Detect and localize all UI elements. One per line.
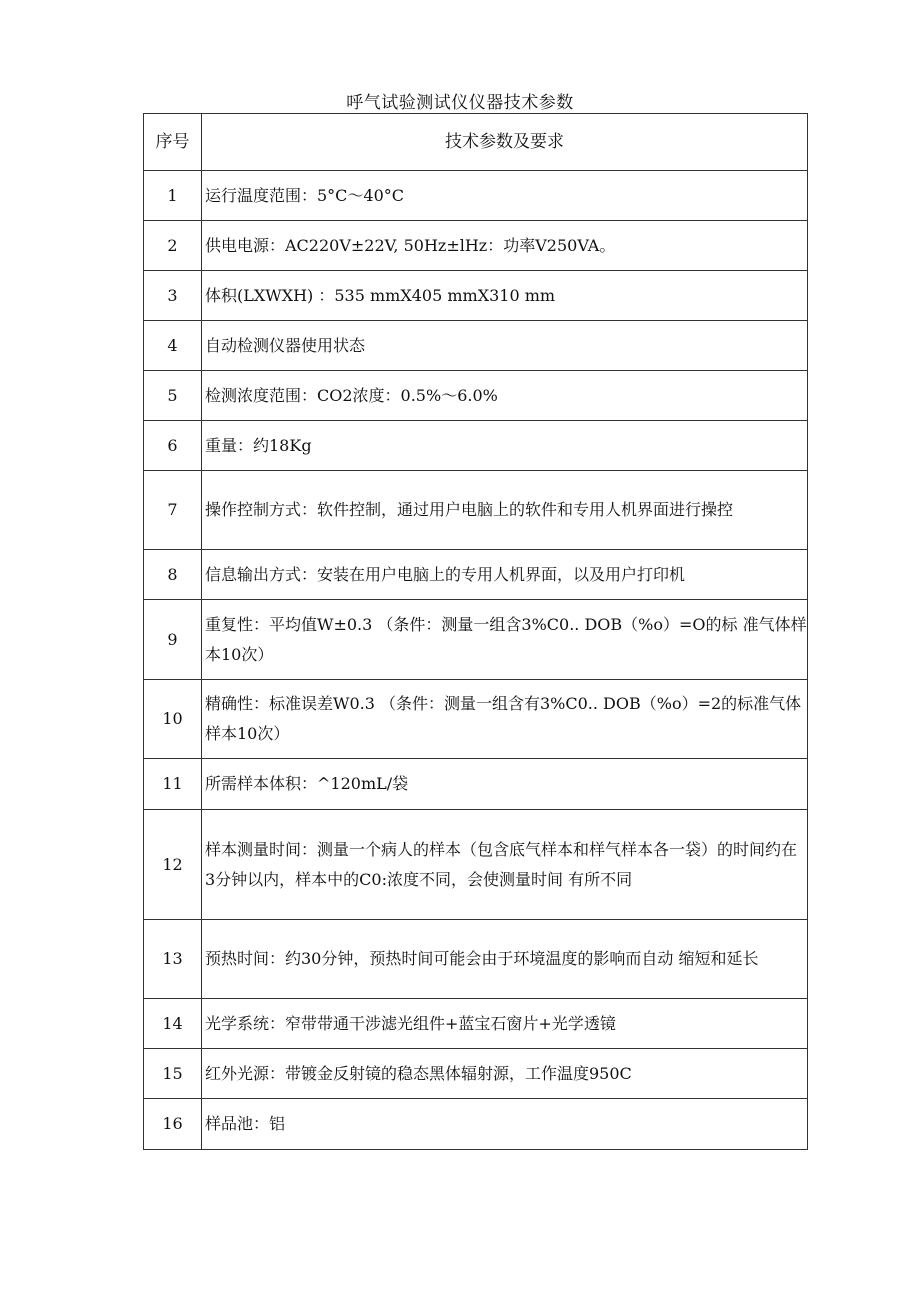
document-title: 呼气试验测试仪仪器技术参数 bbox=[346, 93, 574, 113]
row-text: 自动检测仪器使用状态 bbox=[202, 321, 808, 371]
table-row bbox=[144, 1099, 808, 1150]
table-row bbox=[144, 600, 808, 680]
row-text: 精确性：标准误差W0.3 （条件：测量一组含有3%C0.. DOB（%o）=2的标准气体样本10次） bbox=[202, 680, 808, 759]
header-spec: 技术参数及要求 bbox=[202, 114, 808, 171]
row-text: 预热时间：约30分钟，预热时间可能会由于环境温度的影响而自动 缩短和延长 bbox=[202, 920, 808, 999]
row-text: 供电电源：AC220V±22V, 50Hz±lHz：功率V250VA。 bbox=[202, 221, 808, 271]
row-text: 光学系统：窄带带通干涉滤光组件+蓝宝石窗片+光学透镜 bbox=[202, 999, 808, 1049]
table-row bbox=[144, 550, 808, 600]
row-number: 15 bbox=[144, 1049, 202, 1099]
row-number: 4 bbox=[144, 321, 202, 371]
row-text: 运行温度范围：5°C～40°C bbox=[202, 171, 808, 221]
row-number: 6 bbox=[144, 421, 202, 471]
row-number: 5 bbox=[144, 371, 202, 421]
row-text: 检测浓度范围：CO2浓度：0.5%～6.0% bbox=[202, 371, 808, 421]
row-text: 操作控制方式：软件控制，通过用户电脑上的软件和专用人机界面进行操控 bbox=[202, 471, 808, 550]
table-row bbox=[144, 371, 808, 421]
row-number: 16 bbox=[144, 1099, 202, 1150]
table-header-row bbox=[144, 114, 808, 171]
row-number: 3 bbox=[144, 271, 202, 321]
row-text: 重量：约18Kg bbox=[202, 421, 808, 471]
row-number: 11 bbox=[144, 759, 202, 810]
header-no: 序号 bbox=[144, 114, 202, 171]
spec-table bbox=[143, 113, 808, 1150]
row-number: 13 bbox=[144, 920, 202, 999]
row-number: 9 bbox=[144, 600, 202, 680]
table-row bbox=[144, 221, 808, 271]
table-row bbox=[144, 421, 808, 471]
table-row bbox=[144, 810, 808, 920]
row-text: 所需样本体积：^120mL/袋 bbox=[202, 759, 808, 810]
table-row bbox=[144, 471, 808, 550]
table-row bbox=[144, 920, 808, 999]
row-text: 重复性：平均值W±0.3 （条件：测量一组含3%C0.. DOB（%o）=O的标 准气体样本10次） bbox=[202, 600, 808, 680]
table-row bbox=[144, 999, 808, 1049]
row-number: 2 bbox=[144, 221, 202, 271]
row-number: 8 bbox=[144, 550, 202, 600]
row-number: 14 bbox=[144, 999, 202, 1049]
row-number: 1 bbox=[144, 171, 202, 221]
row-text: 样品池：铝 bbox=[202, 1099, 808, 1150]
row-number: 7 bbox=[144, 471, 202, 550]
table-row bbox=[144, 1049, 808, 1099]
row-text: 体积(LXWXH) ：535 mmX405 mmX310 mm bbox=[202, 271, 808, 321]
row-text: 信息输出方式：安装在用户电脑上的专用人机界面，以及用户打印机 bbox=[202, 550, 808, 600]
row-text: 样本测量时间：测量一个病人的样本（包含底气样本和样气样本各一袋）的时间约在3分钟以内，样本中的C0:浓度不同，会使测量时间 有所不同 bbox=[202, 810, 808, 920]
row-number: 12 bbox=[144, 810, 202, 920]
table-row bbox=[144, 321, 808, 371]
row-text: 红外光源：带镀金反射镜的稳态黑体辐射源，工作温度950C bbox=[202, 1049, 808, 1099]
table-row bbox=[144, 680, 808, 759]
table-row bbox=[144, 759, 808, 810]
table-row bbox=[144, 271, 808, 321]
table-row bbox=[144, 171, 808, 221]
row-number: 10 bbox=[144, 680, 202, 759]
